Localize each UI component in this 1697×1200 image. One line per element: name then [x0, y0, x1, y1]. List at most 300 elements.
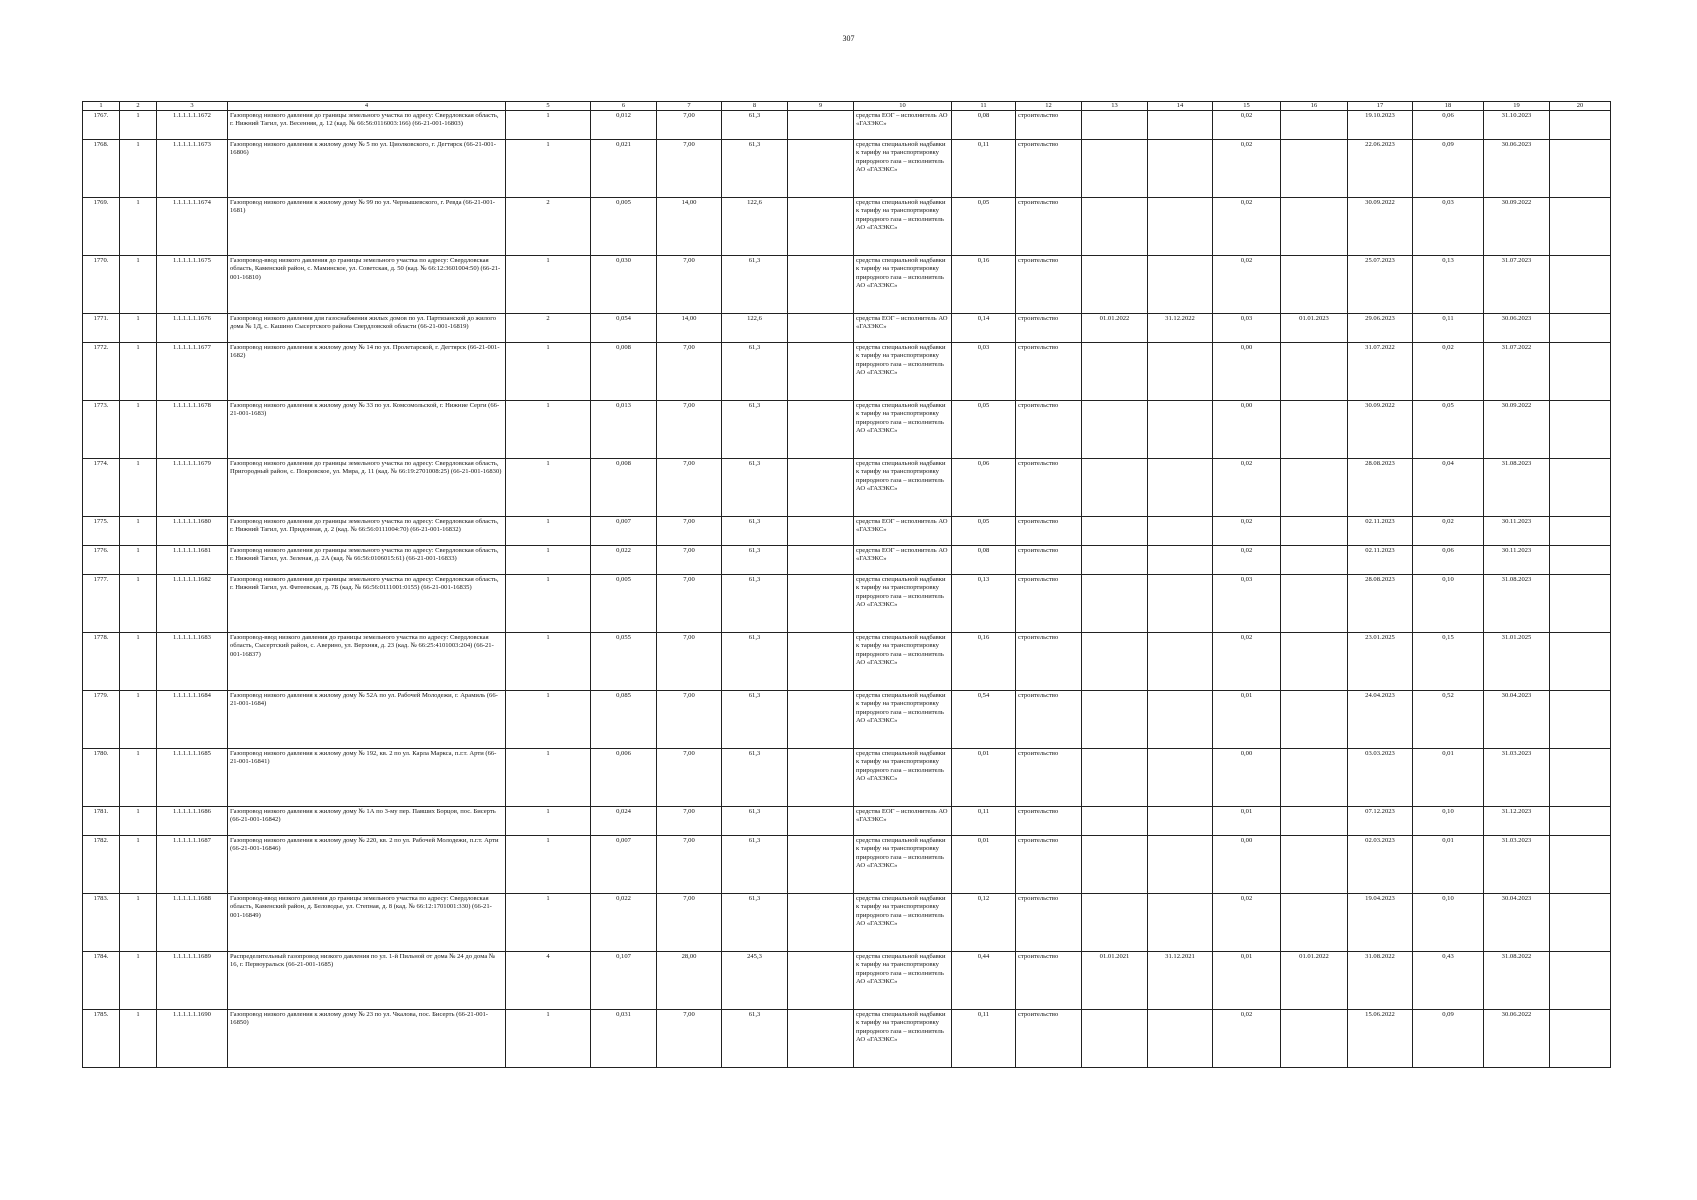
cell-col-17: 02.03.2023 [1348, 836, 1413, 894]
cell-col-8: 61,3 [722, 575, 788, 633]
cell-col-18: 0,06 [1413, 546, 1484, 575]
column-number-14: 14 [1148, 102, 1213, 111]
cell-col-12: строительство [1016, 633, 1082, 691]
cell-col-8: 122,6 [722, 198, 788, 256]
cell-col-13 [1082, 111, 1148, 140]
cell-col-5: 2 [506, 198, 591, 256]
cell-col-1: 1784. [83, 952, 120, 1010]
cell-col-6: 0,107 [591, 952, 657, 1010]
cell-col-9 [788, 894, 854, 952]
cell-col-1: 1781. [83, 807, 120, 836]
cell-col-18: 0,52 [1413, 691, 1484, 749]
cell-col-20 [1550, 343, 1611, 401]
cell-col-7: 7,00 [657, 807, 722, 836]
cell-col-2: 1 [120, 459, 157, 517]
cell-col-3: 1.1.1.1.1.1689 [157, 952, 228, 1010]
cell-col-11: 0,54 [952, 691, 1016, 749]
cell-col-19: 31.07.2022 [1484, 343, 1550, 401]
cell-col-15: 0,03 [1213, 314, 1281, 343]
cell-col-11: 0,14 [952, 314, 1016, 343]
cell-col-1: 1776. [83, 546, 120, 575]
cell-col-13 [1082, 401, 1148, 459]
cell-col-15: 0,02 [1213, 894, 1281, 952]
cell-col-14 [1148, 517, 1213, 546]
cell-col-11: 0,01 [952, 836, 1016, 894]
cell-col-5: 4 [506, 952, 591, 1010]
cell-col-6: 0,024 [591, 807, 657, 836]
cell-col-14: 31.12.2021 [1148, 952, 1213, 1010]
cell-col-4: Газопровод низкого давления до границы земельного участка по адресу: Свердловская область, Пригородный район, с. Покровское, ул. Мира, д. 11 (кад. № 66:19:2701008:25) (66-21-001-16830) [228, 459, 506, 517]
cell-col-17: 28.08.2023 [1348, 575, 1413, 633]
cell-col-18: 0,01 [1413, 749, 1484, 807]
cell-col-4: Газопровод низкого давления к жилому дому № 33 по ул. Комсомольской, г. Нижние Серги (66-21-001-1683) [228, 401, 506, 459]
cell-col-15: 0,00 [1213, 836, 1281, 894]
cell-col-10: средства специальной надбавки к тарифу на транспортировку природного газа – исполнитель АО «ГАЗЭКС» [854, 894, 952, 952]
cell-col-4: Газопровод низкого давления к жилому дому № 192, кв. 2 по ул. Карла Маркса, п.г.т. Арти (66-21-001-16841) [228, 749, 506, 807]
cell-col-19: 31.10.2023 [1484, 111, 1550, 140]
cell-col-20 [1550, 575, 1611, 633]
cell-col-11: 0,11 [952, 807, 1016, 836]
cell-col-15: 0,00 [1213, 401, 1281, 459]
cell-col-2: 1 [120, 894, 157, 952]
cell-col-15: 0,01 [1213, 807, 1281, 836]
cell-col-6: 0,022 [591, 894, 657, 952]
cell-col-12: строительство [1016, 140, 1082, 198]
cell-col-1: 1782. [83, 836, 120, 894]
cell-col-5: 1 [506, 256, 591, 314]
table-row [83, 575, 1611, 633]
cell-col-3: 1.1.1.1.1.1678 [157, 401, 228, 459]
cell-col-9 [788, 140, 854, 198]
cell-col-18: 0,06 [1413, 111, 1484, 140]
cell-col-8: 245,3 [722, 952, 788, 1010]
cell-col-5: 1 [506, 343, 591, 401]
cell-col-1: 1768. [83, 140, 120, 198]
cell-col-18: 0,09 [1413, 140, 1484, 198]
cell-col-13 [1082, 575, 1148, 633]
cell-col-10: средства специальной надбавки к тарифу на транспортировку природного газа – исполнитель АО «ГАЗЭКС» [854, 1010, 952, 1068]
cell-col-8: 61,3 [722, 807, 788, 836]
cell-col-6: 0,008 [591, 459, 657, 517]
cell-col-4: Газопровод низкого давления до границы земельного участка по адресу: Свердловская область, г. Нижний Тагил, ул. Фатеевская, д. 7Б (кад. № 66:56:0111001:0155) (66-21-001-16835) [228, 575, 506, 633]
cell-col-18: 0,13 [1413, 256, 1484, 314]
cell-col-1: 1775. [83, 517, 120, 546]
cell-col-16 [1281, 894, 1348, 952]
page-number: 307 [842, 34, 855, 43]
cell-col-12: строительство [1016, 546, 1082, 575]
cell-col-2: 1 [120, 807, 157, 836]
cell-col-12: строительство [1016, 459, 1082, 517]
cell-col-3: 1.1.1.1.1.1679 [157, 459, 228, 517]
cell-col-10: средства специальной надбавки к тарифу на транспортировку природного газа – исполнитель АО «ГАЗЭКС» [854, 749, 952, 807]
cell-col-16 [1281, 111, 1348, 140]
column-number-header-row [83, 102, 1611, 111]
cell-col-2: 1 [120, 749, 157, 807]
cell-col-4: Газопровод низкого давления к жилому дому № 5 по ул. Циолковского, г. Дегтярск (66-21-001-16806) [228, 140, 506, 198]
cell-col-11: 0,11 [952, 1010, 1016, 1068]
cell-col-11: 0,05 [952, 401, 1016, 459]
cell-col-7: 7,00 [657, 836, 722, 894]
cell-col-9 [788, 1010, 854, 1068]
table-row [83, 314, 1611, 343]
cell-col-6: 0,005 [591, 575, 657, 633]
cell-col-18: 0,10 [1413, 894, 1484, 952]
cell-col-9 [788, 749, 854, 807]
cell-col-16 [1281, 749, 1348, 807]
cell-col-15: 0,02 [1213, 546, 1281, 575]
cell-col-5: 1 [506, 546, 591, 575]
cell-col-3: 1.1.1.1.1.1687 [157, 836, 228, 894]
cell-col-11: 0,11 [952, 140, 1016, 198]
cell-col-7: 7,00 [657, 140, 722, 198]
cell-col-16 [1281, 256, 1348, 314]
cell-col-19: 30.09.2022 [1484, 198, 1550, 256]
cell-col-20 [1550, 894, 1611, 952]
cell-col-13: 01.01.2022 [1082, 314, 1148, 343]
cell-col-14 [1148, 111, 1213, 140]
column-number-12: 12 [1016, 102, 1082, 111]
cell-col-19: 31.03.2023 [1484, 836, 1550, 894]
cell-col-10: средства специальной надбавки к тарифу на транспортировку природного газа – исполнитель АО «ГАЗЭКС» [854, 691, 952, 749]
cell-col-5: 1 [506, 575, 591, 633]
cell-col-2: 1 [120, 691, 157, 749]
column-number-11: 11 [952, 102, 1016, 111]
investment-program-table [82, 101, 1611, 1068]
cell-col-7: 7,00 [657, 894, 722, 952]
cell-col-17: 19.04.2023 [1348, 894, 1413, 952]
cell-col-13 [1082, 633, 1148, 691]
cell-col-14 [1148, 691, 1213, 749]
cell-col-18: 0,03 [1413, 198, 1484, 256]
cell-col-8: 61,3 [722, 1010, 788, 1068]
cell-col-13 [1082, 140, 1148, 198]
cell-col-16 [1281, 459, 1348, 517]
cell-col-19: 30.04.2023 [1484, 691, 1550, 749]
cell-col-14 [1148, 749, 1213, 807]
cell-col-4: Газопровод низкого давления к жилому дому № 220, кв. 2 по ул. Рабочей Молодежи, п.г.т. Арти (66-21-001-16846) [228, 836, 506, 894]
cell-col-9 [788, 517, 854, 546]
cell-col-13 [1082, 546, 1148, 575]
cell-col-2: 1 [120, 575, 157, 633]
cell-col-17: 31.07.2022 [1348, 343, 1413, 401]
cell-col-6: 0,005 [591, 198, 657, 256]
cell-col-9 [788, 546, 854, 575]
cell-col-16 [1281, 140, 1348, 198]
cell-col-12: строительство [1016, 314, 1082, 343]
cell-col-11: 0,05 [952, 198, 1016, 256]
cell-col-1: 1770. [83, 256, 120, 314]
cell-col-1: 1777. [83, 575, 120, 633]
table-row [83, 517, 1611, 546]
cell-col-5: 1 [506, 807, 591, 836]
cell-col-14: 31.12.2022 [1148, 314, 1213, 343]
cell-col-18: 0,04 [1413, 459, 1484, 517]
cell-col-15: 0,01 [1213, 691, 1281, 749]
cell-col-6: 0,021 [591, 140, 657, 198]
table-row [83, 343, 1611, 401]
cell-col-10: средства ЕОГ – исполнитель АО «ГАЗЭКС» [854, 111, 952, 140]
cell-col-11: 0,01 [952, 749, 1016, 807]
cell-col-11: 0,06 [952, 459, 1016, 517]
cell-col-15: 0,02 [1213, 111, 1281, 140]
cell-col-12: строительство [1016, 575, 1082, 633]
table-row [83, 894, 1611, 952]
cell-col-2: 1 [120, 256, 157, 314]
cell-col-3: 1.1.1.1.1.1682 [157, 575, 228, 633]
cell-col-18: 0,01 [1413, 836, 1484, 894]
cell-col-10: средства специальной надбавки к тарифу на транспортировку природного газа – исполнитель АО «ГАЗЭКС» [854, 952, 952, 1010]
table-row [83, 198, 1611, 256]
cell-col-17: 24.04.2023 [1348, 691, 1413, 749]
cell-col-8: 61,3 [722, 894, 788, 952]
column-number-9: 9 [788, 102, 854, 111]
cell-col-3: 1.1.1.1.1.1681 [157, 546, 228, 575]
cell-col-6: 0,008 [591, 343, 657, 401]
cell-col-13 [1082, 198, 1148, 256]
cell-col-17: 02.11.2023 [1348, 546, 1413, 575]
cell-col-13 [1082, 836, 1148, 894]
cell-col-18: 0,10 [1413, 807, 1484, 836]
cell-col-9 [788, 256, 854, 314]
cell-col-9 [788, 111, 854, 140]
cell-col-1: 1767. [83, 111, 120, 140]
cell-col-2: 1 [120, 314, 157, 343]
column-number-19: 19 [1484, 102, 1550, 111]
column-number-7: 7 [657, 102, 722, 111]
cell-col-12: строительство [1016, 952, 1082, 1010]
cell-col-6: 0,007 [591, 517, 657, 546]
table-row [83, 546, 1611, 575]
cell-col-12: строительство [1016, 836, 1082, 894]
cell-col-17: 19.10.2023 [1348, 111, 1413, 140]
cell-col-7: 14,00 [657, 198, 722, 256]
cell-col-20 [1550, 633, 1611, 691]
cell-col-20 [1550, 459, 1611, 517]
cell-col-17: 28.08.2023 [1348, 459, 1413, 517]
cell-col-11: 0,16 [952, 256, 1016, 314]
cell-col-20 [1550, 198, 1611, 256]
cell-col-2: 1 [120, 111, 157, 140]
cell-col-8: 61,3 [722, 111, 788, 140]
cell-col-7: 7,00 [657, 691, 722, 749]
cell-col-13: 01.01.2021 [1082, 952, 1148, 1010]
cell-col-2: 1 [120, 836, 157, 894]
cell-col-16 [1281, 836, 1348, 894]
table-row [83, 401, 1611, 459]
column-number-3: 3 [157, 102, 228, 111]
cell-col-6: 0,055 [591, 633, 657, 691]
cell-col-3: 1.1.1.1.1.1686 [157, 807, 228, 836]
cell-col-8: 61,3 [722, 836, 788, 894]
cell-col-5: 1 [506, 517, 591, 546]
cell-col-8: 122,6 [722, 314, 788, 343]
cell-col-10: средства специальной надбавки к тарифу на транспортировку природного газа – исполнитель АО «ГАЗЭКС» [854, 198, 952, 256]
cell-col-17: 23.01.2025 [1348, 633, 1413, 691]
cell-col-6: 0,006 [591, 749, 657, 807]
cell-col-10: средства специальной надбавки к тарифу на транспортировку природного газа – исполнитель АО «ГАЗЭКС» [854, 343, 952, 401]
cell-col-20 [1550, 807, 1611, 836]
cell-col-15: 0,02 [1213, 140, 1281, 198]
cell-col-2: 1 [120, 633, 157, 691]
cell-col-1: 1778. [83, 633, 120, 691]
cell-col-17: 03.03.2023 [1348, 749, 1413, 807]
cell-col-16 [1281, 401, 1348, 459]
cell-col-14 [1148, 401, 1213, 459]
cell-col-14 [1148, 807, 1213, 836]
cell-col-13 [1082, 459, 1148, 517]
cell-col-14 [1148, 256, 1213, 314]
cell-col-10: средства специальной надбавки к тарифу на транспортировку природного газа – исполнитель АО «ГАЗЭКС» [854, 459, 952, 517]
cell-col-14 [1148, 343, 1213, 401]
cell-col-8: 61,3 [722, 633, 788, 691]
cell-col-18: 0,09 [1413, 1010, 1484, 1068]
cell-col-1: 1771. [83, 314, 120, 343]
cell-col-4: Газопровод низкого давления до границы земельного участка по адресу: Свердловская область, г. Нижний Тагил, ул. Зеленая, д. 2А (кад. № 66:56:0106015:61) (66-21-001-16833) [228, 546, 506, 575]
cell-col-17: 15.06.2022 [1348, 1010, 1413, 1068]
cell-col-14 [1148, 198, 1213, 256]
cell-col-4: Газопровод-ввод низкого давления до границы земельного участка по адресу: Свердловская область, Каменский район, д. Беловодье, ул. Степная, д. 8 (кад. № 66:12:1701001:330) (66-21-001-16849) [228, 894, 506, 952]
cell-col-17: 22.06.2023 [1348, 140, 1413, 198]
table-row [83, 836, 1611, 894]
cell-col-14 [1148, 1010, 1213, 1068]
cell-col-20 [1550, 836, 1611, 894]
cell-col-8: 61,3 [722, 401, 788, 459]
cell-col-6: 0,012 [591, 111, 657, 140]
cell-col-5: 1 [506, 691, 591, 749]
table-row [83, 256, 1611, 314]
cell-col-16 [1281, 633, 1348, 691]
cell-col-3: 1.1.1.1.1.1684 [157, 691, 228, 749]
column-number-5: 5 [506, 102, 591, 111]
cell-col-19: 31.12.2023 [1484, 807, 1550, 836]
cell-col-4: Газопровод низкого давления до границы земельного участка по адресу: Свердловская область, г. Нижний Тагил, ул. Весенняя, д. 12 (кад. № 66:56:0116003:166) (66-21-001-16803) [228, 111, 506, 140]
cell-col-8: 61,3 [722, 546, 788, 575]
cell-col-17: 31.08.2022 [1348, 952, 1413, 1010]
cell-col-10: средства ЕОГ – исполнитель АО «ГАЗЭКС» [854, 546, 952, 575]
cell-col-5: 1 [506, 633, 591, 691]
table-row [83, 952, 1611, 1010]
cell-col-8: 61,3 [722, 459, 788, 517]
cell-col-9 [788, 459, 854, 517]
cell-col-7: 7,00 [657, 517, 722, 546]
cell-col-12: строительство [1016, 517, 1082, 546]
table-row [83, 111, 1611, 140]
column-number-1: 1 [83, 102, 120, 111]
cell-col-13 [1082, 807, 1148, 836]
cell-col-9 [788, 836, 854, 894]
cell-col-18: 0,10 [1413, 575, 1484, 633]
cell-col-15: 0,03 [1213, 575, 1281, 633]
cell-col-20 [1550, 952, 1611, 1010]
cell-col-8: 61,3 [722, 517, 788, 546]
cell-col-1: 1780. [83, 749, 120, 807]
cell-col-2: 1 [120, 1010, 157, 1068]
column-number-13: 13 [1082, 102, 1148, 111]
cell-col-2: 1 [120, 517, 157, 546]
cell-col-17: 07.12.2023 [1348, 807, 1413, 836]
cell-col-19: 31.07.2023 [1484, 256, 1550, 314]
cell-col-20 [1550, 401, 1611, 459]
cell-col-20 [1550, 140, 1611, 198]
cell-col-6: 0,031 [591, 1010, 657, 1068]
cell-col-10: средства ЕОГ – исполнитель АО «ГАЗЭКС» [854, 517, 952, 546]
cell-col-1: 1772. [83, 343, 120, 401]
cell-col-7: 7,00 [657, 749, 722, 807]
cell-col-5: 1 [506, 836, 591, 894]
cell-col-19: 31.08.2023 [1484, 575, 1550, 633]
cell-col-1: 1783. [83, 894, 120, 952]
cell-col-19: 31.03.2023 [1484, 749, 1550, 807]
cell-col-3: 1.1.1.1.1.1688 [157, 894, 228, 952]
cell-col-11: 0,12 [952, 894, 1016, 952]
cell-col-8: 61,3 [722, 691, 788, 749]
table-row [83, 691, 1611, 749]
cell-col-11: 0,03 [952, 343, 1016, 401]
cell-col-20 [1550, 111, 1611, 140]
cell-col-2: 1 [120, 198, 157, 256]
column-number-20: 20 [1550, 102, 1611, 111]
table-row [83, 807, 1611, 836]
cell-col-14 [1148, 633, 1213, 691]
cell-col-9 [788, 691, 854, 749]
cell-col-17: 30.09.2022 [1348, 198, 1413, 256]
cell-col-19: 30.06.2022 [1484, 1010, 1550, 1068]
cell-col-3: 1.1.1.1.1.1685 [157, 749, 228, 807]
cell-col-15: 0,02 [1213, 1010, 1281, 1068]
cell-col-19: 31.08.2022 [1484, 952, 1550, 1010]
column-number-8: 8 [722, 102, 788, 111]
cell-col-19: 31.01.2025 [1484, 633, 1550, 691]
cell-col-12: строительство [1016, 807, 1082, 836]
cell-col-14 [1148, 836, 1213, 894]
cell-col-16 [1281, 546, 1348, 575]
cell-col-13 [1082, 749, 1148, 807]
cell-col-15: 0,01 [1213, 952, 1281, 1010]
cell-col-1: 1769. [83, 198, 120, 256]
cell-col-10: средства специальной надбавки к тарифу на транспортировку природного газа – исполнитель АО «ГАЗЭКС» [854, 401, 952, 459]
cell-col-7: 14,00 [657, 314, 722, 343]
cell-col-3: 1.1.1.1.1.1690 [157, 1010, 228, 1068]
cell-col-13 [1082, 517, 1148, 546]
cell-col-19: 30.06.2023 [1484, 140, 1550, 198]
table-row [83, 633, 1611, 691]
column-number-4: 4 [228, 102, 506, 111]
cell-col-8: 61,3 [722, 749, 788, 807]
cell-col-15: 0,00 [1213, 749, 1281, 807]
cell-col-18: 0,15 [1413, 633, 1484, 691]
column-number-6: 6 [591, 102, 657, 111]
cell-col-9 [788, 343, 854, 401]
cell-col-6: 0,054 [591, 314, 657, 343]
cell-col-8: 61,3 [722, 343, 788, 401]
cell-col-15: 0,02 [1213, 198, 1281, 256]
cell-col-12: строительство [1016, 111, 1082, 140]
cell-col-8: 61,3 [722, 140, 788, 198]
cell-col-7: 7,00 [657, 575, 722, 633]
cell-col-18: 0,02 [1413, 517, 1484, 546]
cell-col-3: 1.1.1.1.1.1672 [157, 111, 228, 140]
cell-col-3: 1.1.1.1.1.1680 [157, 517, 228, 546]
cell-col-4: Газопровод-ввод низкого давления до границы земельного участка по адресу: Свердловская область, Каменский район, с. Маминское, ул. Советская, д. 50 (кад. № 66:12:3601004:50) (66-21-001-16810) [228, 256, 506, 314]
cell-col-18: 0,02 [1413, 343, 1484, 401]
column-number-15: 15 [1213, 102, 1281, 111]
cell-col-9 [788, 401, 854, 459]
cell-col-7: 7,00 [657, 401, 722, 459]
cell-col-19: 31.08.2023 [1484, 459, 1550, 517]
cell-col-5: 1 [506, 140, 591, 198]
cell-col-5: 1 [506, 894, 591, 952]
cell-col-11: 0,08 [952, 546, 1016, 575]
